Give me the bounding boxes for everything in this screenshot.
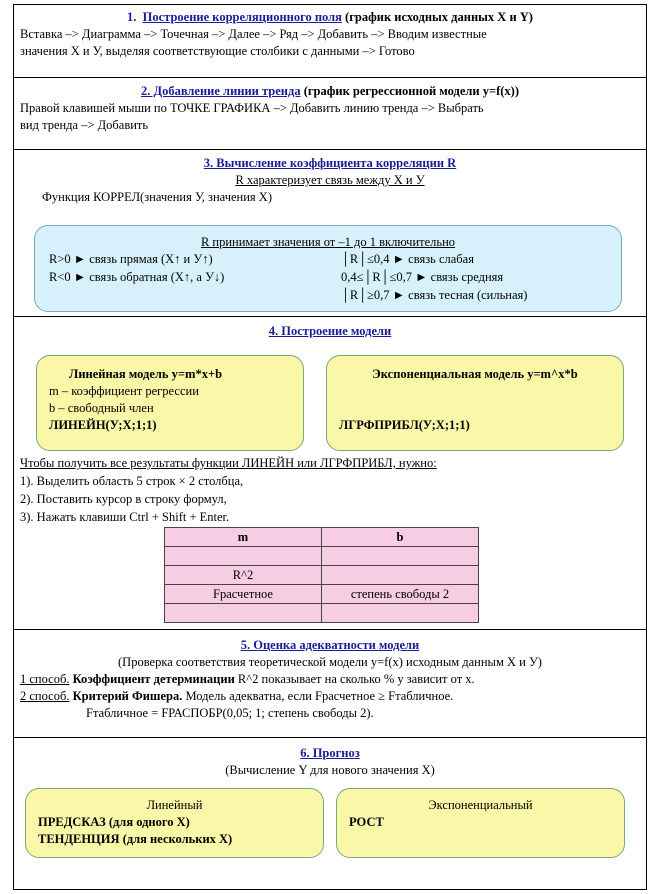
document — [13, 4, 647, 890]
section-6-title — [14, 745, 646, 762]
linear-model-box — [36, 355, 304, 451]
linear-forecast-line-2: ТЕНДЕНЦИЯ (для нескольких X) — [38, 832, 233, 846]
section-5-subtitle: (Проверка соответствия теоретической модели y=f(x) исходным данным X и У) — [118, 655, 542, 669]
section-6 — [14, 738, 646, 889]
section-4-title — [14, 323, 646, 340]
section-5-title — [20, 637, 640, 654]
fisher-formula: Fтабличное = FРАСПОБР(0,05; 1; степень свободы 2). — [86, 706, 374, 720]
section-2 — [14, 78, 646, 150]
table-cell: m — [165, 528, 322, 547]
correlation-box-title: R принимает значения от –1 до 1 включительно — [200, 235, 456, 249]
section-2-line-1: Правой клавишей мыши по ТОЧКЕ ГРАФИКА –> Добавить линию тренда –> Выбрать — [20, 101, 484, 115]
section-5-heading: 5. Оценка адекватности модели — [240, 638, 420, 652]
exponential-forecast-title: Экспоненциальный — [428, 798, 533, 812]
method-2: 2 способ. Критерий Фишера. Модель адекватна, если Fрасчетное ≥ Fтабличное. — [20, 689, 454, 703]
linear-model-m: m – коэффициент регрессии — [49, 384, 199, 398]
table-row — [165, 566, 479, 585]
table-row — [165, 528, 479, 547]
correlation-medium: 0,4≤│R│≤0,7 ► связь средняя — [341, 270, 504, 284]
table-cell — [322, 547, 479, 566]
table-row — [165, 604, 479, 623]
linear-forecast-line-1: ПРЕДСКАЗ (для одного X) — [38, 815, 190, 829]
linear-model-function: ЛИНЕЙН(У;X;1;1) — [49, 418, 157, 432]
section-1-title — [20, 9, 640, 26]
exponential-model-box — [326, 355, 624, 451]
section-1-heading: Построение корреляционного поля — [142, 10, 342, 24]
section-3-function: Функция КОРРЕЛ(значения У, значения X) — [42, 190, 272, 204]
linear-forecast-title: Линейный — [146, 798, 203, 812]
section-1-line-1: Вставка –> Диаграмма –> Точечная –> Далее –> Ряд –> Добавить –> Вводим известные — [20, 27, 487, 41]
results-table — [164, 527, 479, 623]
linear-model-b: b – свободный член — [49, 401, 154, 415]
method-1: 1 способ. Коэффициент детерминации R^2 показывает на сколько % у зависит от x. — [20, 672, 475, 686]
exponential-model-title: Экспоненциальная модель y=m^x*b — [372, 367, 578, 381]
section-1-heading-rest: (график исходных данных X и Y) — [345, 10, 533, 24]
section-4-heading: 4. Построение модели — [268, 324, 392, 338]
step-3: 3). Нажать клавиши Ctrl + Shift + Enter. — [20, 510, 230, 524]
section-6-heading: 6. Прогноз — [300, 746, 360, 760]
section-1 — [14, 5, 646, 78]
table-cell — [322, 566, 479, 585]
section-6-subtitle: (Вычисление Y для нового значения X) — [225, 763, 435, 777]
section-3-subtitle: R характеризует связь между X и У — [235, 173, 425, 187]
section-3-title — [14, 155, 646, 172]
table-row — [165, 585, 479, 604]
exponential-forecast-box — [336, 788, 625, 858]
section-2-line-2: вид тренда –> Добавить — [20, 118, 149, 132]
section-5 — [14, 630, 646, 738]
table-row — [165, 547, 479, 566]
correlation-info-box — [34, 225, 622, 312]
section-1-line-2: значения X и У, выделяя соответствующие столбики с данными –> Готово — [20, 44, 415, 58]
table-cell: степень свободы 2 — [322, 585, 479, 604]
exponential-model-function: ЛГРФПРИБЛ(У;X;1;1) — [339, 418, 470, 432]
table-cell — [165, 547, 322, 566]
correlation-strong: │R│≥0,7 ► связь тесная (сильная) — [341, 288, 528, 302]
correlation-negative: R<0 ► связь обратная (X↑, а У↓) — [49, 270, 225, 284]
section-2-heading: 2. Добавление линии тренда — [140, 84, 301, 98]
step-2: 2). Поставить курсор в строку формул, — [20, 492, 227, 506]
table-cell — [165, 604, 322, 623]
section-3-heading: 3. Вычисление коэффициента корреляции R — [203, 156, 457, 170]
exponential-forecast-line-1: РОСТ — [349, 815, 384, 829]
section-2-title — [20, 83, 640, 100]
correlation-positive: R>0 ► связь прямая (X↑ и У↑) — [49, 252, 213, 266]
linear-forecast-box — [25, 788, 324, 858]
table-cell: R^2 — [165, 566, 322, 585]
step-1: 1). Выделить область 5 строк × 2 столбца, — [20, 474, 244, 488]
table-cell — [322, 604, 479, 623]
section-2-heading-rest: (график регрессионной модели y=f(x)) — [303, 84, 520, 98]
correlation-weak: │R│≤0,4 ► связь слабая — [341, 252, 474, 266]
section-1-number: 1. — [127, 10, 137, 24]
linear-model-title: Линейная модель y=m*x+b — [69, 367, 223, 381]
table-cell: Fрасчетное — [165, 585, 322, 604]
section-3 — [14, 150, 646, 317]
table-cell: b — [322, 528, 479, 547]
section-4-intro: Чтобы получить все результаты функции ЛИНЕЙН или ЛГРФПРИБЛ, нужно: — [20, 456, 437, 470]
section-4 — [14, 317, 646, 630]
